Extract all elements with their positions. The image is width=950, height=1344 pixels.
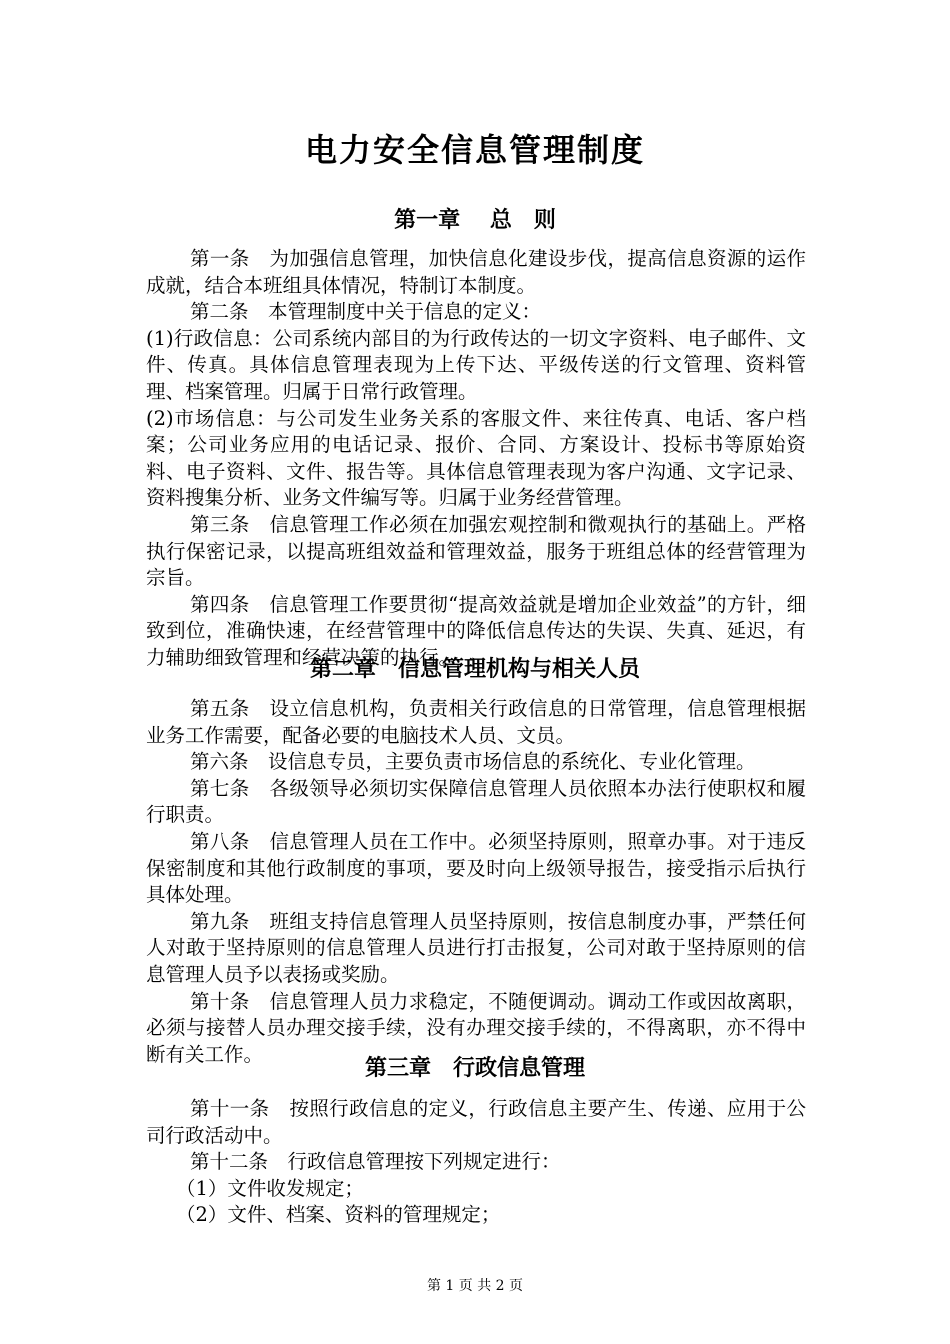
article-5: 第五条 设立信息机构，负责相关行政信息的日常管理，信息管理根据业务工作需要，配备必要的电脑技术人员、文员。 xyxy=(146,697,806,747)
chapter-2-heading: 第二章 信息管理机构与相关人员 xyxy=(309,657,640,682)
article-1: 第一条 为加强信息管理，加快信息化建设步伐，提高信息资源的运作成就，结合本班组具体情况，特制订本制度。 xyxy=(146,247,806,297)
rule-item-1: （1）文件收发规定； xyxy=(176,1176,364,1200)
rule-item-2: （2）文件、档案、资料的管理规定； xyxy=(176,1203,501,1227)
article-4: 第四条 信息管理工作要贯彻“提高效益就是增加企业效益”的方针，细致到位，准确快速，在经营管理中的降低信息传达的失误、失真、延迟，有力辅助细致管理和经营决策的执行。 xyxy=(146,592,806,669)
chapter-3-body xyxy=(146,1096,806,1229)
chapter-2-body xyxy=(146,696,806,1068)
article-10: 第十条 信息管理人员力求稳定，不随便调动。调动工作或因故离职，必须与接替人员办理交接手续，没有办理交接手续的，不得离职，亦不得中断有关工作。 xyxy=(146,989,806,1066)
article-9: 第九条 班组支持信息管理人员坚持原则，按信息制度办事，严禁任何人对敢于坚持原则的信息管理人员进行打击报复，公司对敢于坚持原则的信息管理人员予以表扬或奖励。 xyxy=(146,909,806,986)
article-3: 第三条 信息管理工作必须在加强宏观控制和微观执行的基础上。严格执行保密记录，以提高班组效益和管理效益，服务于班组总体的经营管理为宗旨。 xyxy=(146,512,806,590)
chapter-1-body xyxy=(146,246,806,672)
article-8: 第八条 信息管理人员在工作中。必须坚持原则，照章办事。对于违反保密制度和其他行政制度的事项，要及时向上级领导报告，接受指示后执行具体处理。 xyxy=(146,829,806,907)
document-title: 电力安全信息管理制度 xyxy=(304,131,645,169)
article-7: 第七条 各级领导必须切实保障信息管理人员依照本办法行使职权和履行职责。 xyxy=(146,776,806,827)
article-6: 第六条 设信息专员，主要负责市场信息的系统化、专业化管理。 xyxy=(190,750,756,774)
article-2: 第二条 本管理制度中关于信息的定义： xyxy=(190,300,542,324)
definition-administrative-info: (1)行政信息：公司系统内部目的为行政传达的一切文字资料、电子邮件、文件、传真。具体信息管理表现为上传下达、平级传送的行文管理、资料管理、档案管理。归属于日常行政管理。 xyxy=(146,326,806,403)
article-11: 第十一条 按照行政信息的定义，行政信息主要产生、传递、应用于公司行政活动中。 xyxy=(146,1097,806,1147)
definition-market-info: (2)市场信息：与公司发生业务关系的客服文件、来往传真、电话、客户档案；公司业务应用的电话记录、报价、合同、方案设计、投标书等原始资料、电子资料、文件、报告等。具体信息管理表现为客户沟通、文字记录、资料搜集分析、业务文件编写等。归属于业务经营管理。 xyxy=(146,406,806,510)
page-number: 第 1 页 共 2 页 xyxy=(426,1278,524,1294)
chapter-1-heading: 第一章 总 则 xyxy=(394,208,556,233)
article-12: 第十二条 行政信息管理按下列规定进行： xyxy=(190,1150,561,1174)
chapter-3-heading: 第三章 行政信息管理 xyxy=(364,1056,585,1081)
